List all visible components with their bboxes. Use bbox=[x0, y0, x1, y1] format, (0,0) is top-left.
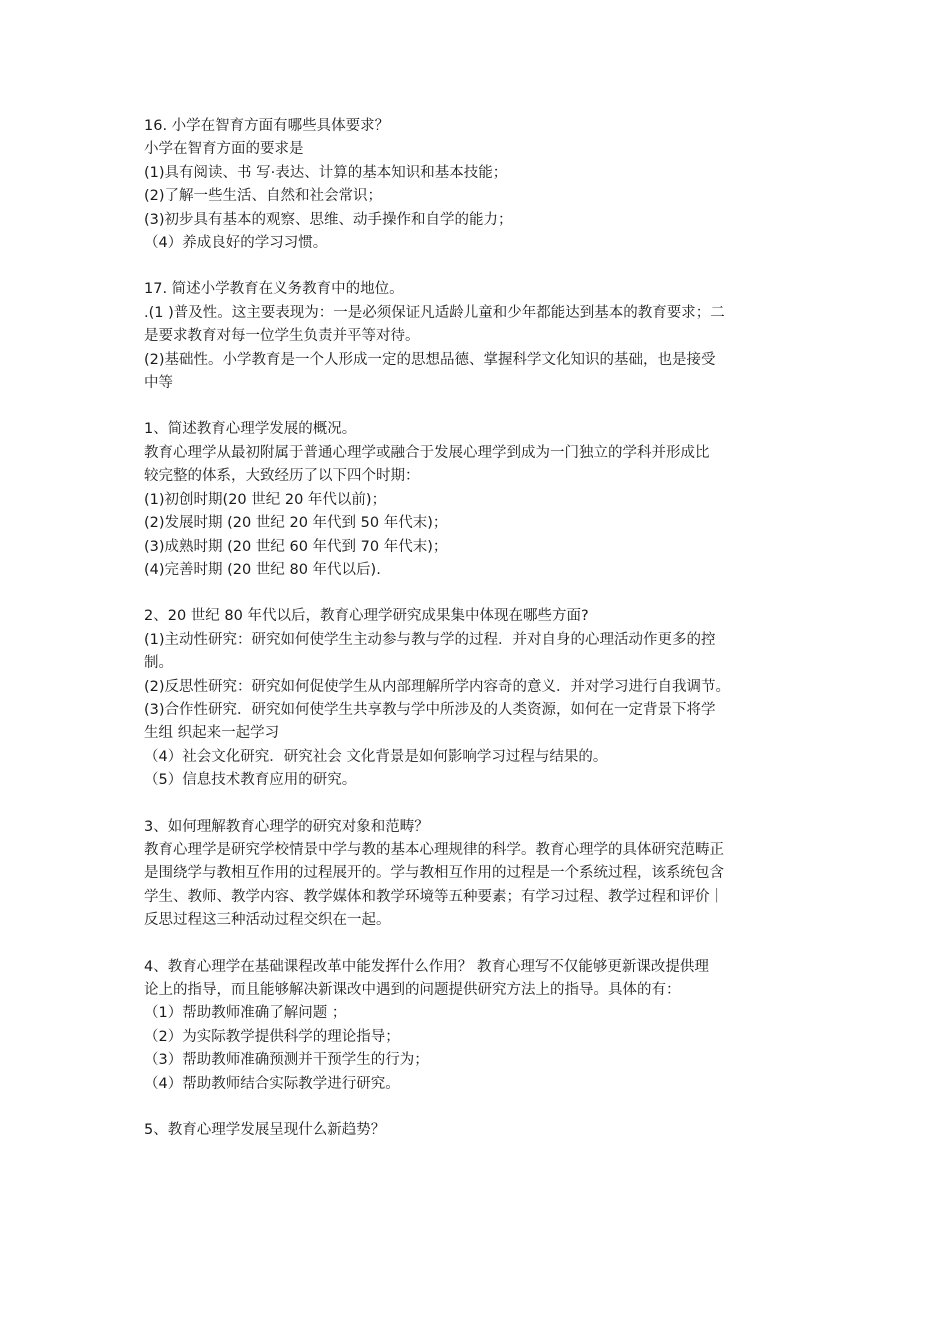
text-line: (3)成熟时期 (20 世纪 60 年代到 70 年代末)； bbox=[144, 538, 448, 555]
text-line: 生组 织起来一起学习 bbox=[144, 725, 280, 742]
text-line: (2)发展时期 (20 世纪 20 年代到 50 年代末)； bbox=[144, 515, 448, 532]
text-line: 中等 bbox=[144, 375, 173, 392]
section-q2 bbox=[144, 605, 812, 792]
text-line: (1)主动性研究：研究如何使学生主动参与教与学的过程．并对自身的心理活动作更多的控 bbox=[144, 631, 716, 648]
text-line: (4)完善时期 (20 世纪 80 年代以后). bbox=[144, 561, 381, 578]
text-line: 是围绕学与教相互作用的过程展开的。学与教相互作用的过程是一个系统过程，该系统包含 bbox=[144, 865, 724, 882]
text-line: (3)合作性研究．研究如何使学生共享教与学中所涉及的人类资源，如何在一定背景下将学 bbox=[144, 701, 716, 718]
question-heading: 5、教育心理学发展呈现什么新趋势？ bbox=[144, 1122, 386, 1139]
text-line: （5）信息技术教育应用的研究。 bbox=[144, 772, 357, 789]
text-line: （4）养成良好的学习习惯。 bbox=[144, 235, 328, 252]
text-line: （2）为实际教学提供科学的理论指导； bbox=[144, 1028, 400, 1045]
text-line: 较完整的体系，大致经历了以下四个时期： bbox=[144, 468, 420, 485]
section-q1 bbox=[144, 418, 812, 582]
text-line: (2)了解一些生活、自然和社会常识； bbox=[144, 188, 383, 205]
text-line: (3)初步具有基本的观察、思维、动手操作和自学的能力； bbox=[144, 211, 513, 228]
text-line: (2)基础性。小学教育是一个人形成一定的思想品德、掌握科学文化知识的基础，也是接受 bbox=[144, 351, 716, 368]
question-heading: 16. 小学在智育方面有哪些具体要求？ bbox=[144, 118, 390, 134]
question-heading: 17. 简述小学教育在义务教育中的地位。 bbox=[144, 281, 404, 298]
section-q16 bbox=[144, 115, 812, 255]
text-line: 制。 bbox=[144, 655, 173, 672]
question-heading: 1、简述教育心理学发展的概况。 bbox=[144, 421, 357, 438]
text-line: 学生、教师、教学内容、教学媒体和教学环境等五种要素；有学习过程、教学过程和评价｜ bbox=[144, 888, 724, 905]
text-line: 反思过程这三种活动过程交织在一起。 bbox=[144, 912, 391, 929]
text-line: 是要求教育对每一位学生负责并平等对待。 bbox=[144, 328, 420, 345]
text-line: (1)具有阅读、书 写·表达、计算的基本知识和基本技能； bbox=[144, 164, 508, 181]
text-line: 论上的指导，而且能够解决新课改中遇到的问题提供研究方法上的指导。具体的有： bbox=[144, 982, 681, 998]
text-line: （3）帮助教师准确预测并干预学生的行为； bbox=[144, 1052, 429, 1069]
text-line: 小学在智育方面的要求是 bbox=[144, 141, 304, 158]
section-q17 bbox=[144, 278, 812, 395]
text-line: 教育心理学从最初附属于普通心理学或融合于发展心理学到成为一门独立的学科并形成比 bbox=[144, 444, 710, 461]
document-body bbox=[144, 115, 812, 1165]
text-line: .(1 )普及性。这主要表现为：一是必须保证凡适龄儿童和少年都能达到基本的教育要求；二 bbox=[144, 304, 725, 321]
question-heading: 3、如何理解教育心理学的研究对象和范畴？ bbox=[144, 818, 429, 835]
section-q5 bbox=[144, 1119, 812, 1142]
section-q4 bbox=[144, 956, 812, 1096]
text-line: （4）帮助教师结合实际教学进行研究。 bbox=[144, 1075, 400, 1092]
text-line: 教育心理学是研究学校情景中学与教的基本心理规律的科学。教育心理学的具体研究范畴正 bbox=[144, 841, 724, 858]
question-heading: 2、20 世纪 80 年代以后，教育心理学研究成果集中体现在哪些方面? bbox=[144, 608, 589, 625]
text-line: （4）社会文化研究．研究社会 文化背景是如何影响学习过程与结果的。 bbox=[144, 748, 608, 765]
section-q3 bbox=[144, 816, 812, 933]
text-line: (1)初创时期(20 世纪 20 年代以前)； bbox=[144, 491, 387, 508]
text-line: (2)反思性研究：研究如何促使学生从内部理解所学内容奇的意义．并对学习进行自我调节。 bbox=[144, 678, 731, 695]
question-heading: 4、教育心理学在基础课程改革中能发挥什么作用？ 教育心理写不仅能够更新课改提供理 bbox=[144, 958, 709, 975]
text-line: （1）帮助教师准确了解问题 ； bbox=[144, 1005, 347, 1022]
